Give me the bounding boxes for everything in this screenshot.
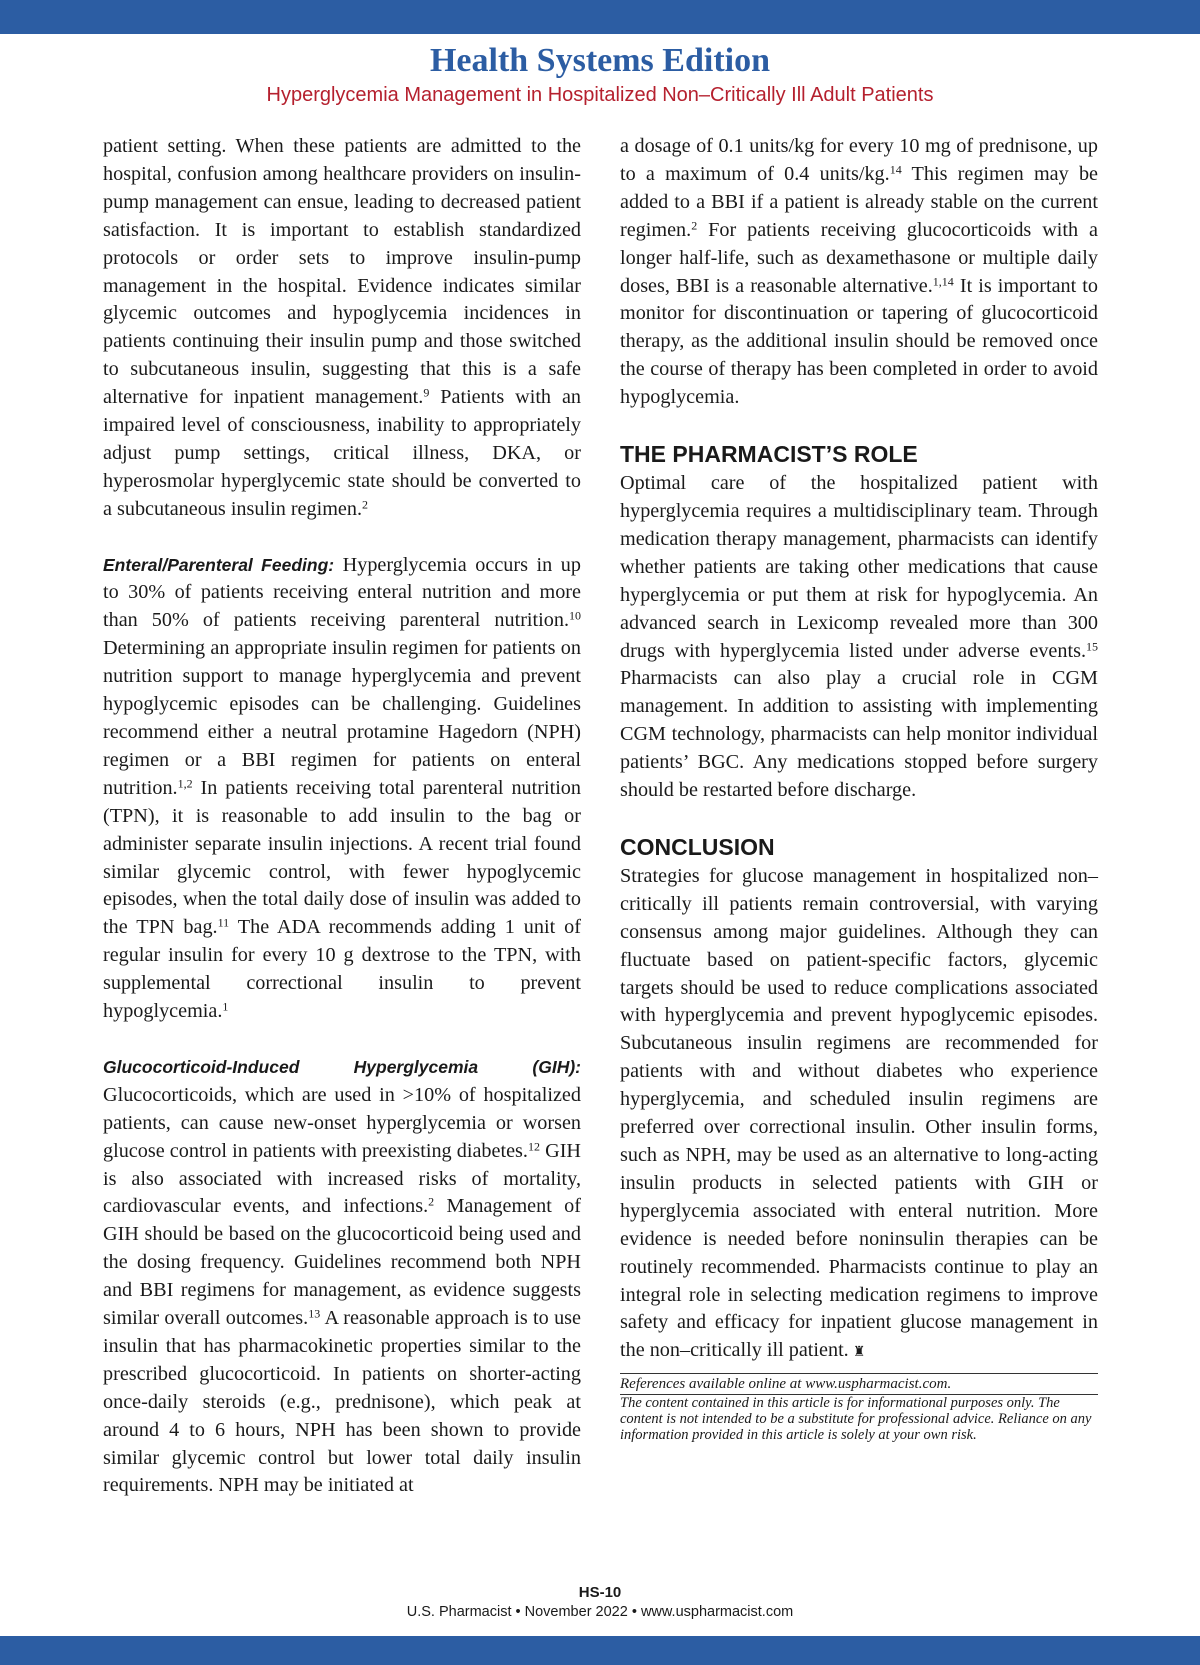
- paragraph-insulin-pump: patient setting. When these patients are admitted to the hospital, confusion among healthcare providers on insulin-pump management can ensue, leading to decreased patient satisfaction. It is important to establish standardized protocols or order sets to improve insulin-pump management in the hospital. Evidence indicates similar glycemic outcomes and hypoglycemia incidences in patients continuing their insulin pump and those switched to subcutaneous insulin, suggesting that this is a safe alternative for inpatient management.$^9$ Patients with an impaired level of consciousness, inability to appropriately adjust pump settings, critical illness, DKA, or hyperosmolar hyperglycemic state should be converted to a subcutaneous insulin regimen.$^2$: [103, 135, 582, 520]
- citation: 2: [691, 218, 698, 233]
- bottom-color-bar: [0, 1636, 1200, 1665]
- citation: 13: [308, 1306, 321, 1321]
- paragraph-pharmacist-role: Optimal care of the hospitalized patient with hyperglycemia requires a multidisciplinary team. Through medication therapy management, pharmacists can identify whether patients are taking other medications that cause hyperglycemia or put them at risk for hypoglycemia. An advanced search in Lexicomp revealed more than 300 drugs with hyperglycemia listed under adverse events.$^{15}$ Pharmacists can also play a crucial role in CGM management. In addition to assisting with implementing CGM technology, pharmacists can help monitor individual patients’ BGC. Any medications stopped before surgery should be restarted before discharge.: [620, 472, 1098, 802]
- citation: 2: [362, 497, 369, 512]
- right-column: [620, 133, 1098, 1443]
- citation: 14: [889, 162, 902, 177]
- citation: 1,2: [177, 776, 193, 791]
- citation: 12: [527, 1139, 540, 1153]
- paragraph-enteral-feeding: Enteral/Parenteral Feeding: Hyperglycemia occurs in up to 30% of patients receiving enteral nutrition and more than 50% of patients receiving parenteral nutrition.$^{10}$ Determining an appropriate insulin regimen for patients on nutrition support to manage hyperglycemia and prevent hypoglycemic episodes can be challenging. Guidelines recommend either a neutral protamine Hagedorn (NPH) regimen or a BBI regimen for patients on enteral nutrition.$^{1,2}$ In patients receiving total parenteral nutrition (TPN), it is reasonable to add insulin to the bag or administer separate insulin injections. A recent trial found similar glycemic control, with fewer hypoglycemic episodes, when the total daily dose of insulin was added to the TPN bag.$^{11}$ The ADA recommends adding 1 unit of regular insulin for every 10 g dextrose to the TPN, with supplemental correctional insulin to prevent hypoglycemia.$^1$: [103, 553, 581, 1023]
- citation: 15: [1086, 638, 1098, 653]
- references-note: References available online at www.uspharmacist.com.: [620, 1376, 952, 1393]
- paragraph-conclusion: Strategies for glucose management in hospitalized non–critically ill patients remain controversial, with varying consensus among major guidelines. Although they can fluctuate based on patient-specific factors, glycemic targets should be used to reduce complications associated with hyperglycemia and prevent hypoglycemic episodes. Subcutaneous insulin regimens are recommended for patients with and without diabetes who experience hyperglycemia, and scheduled insulin regimens are preferred over correctional insulin. Other insulin forms, such as NPH, may be used as an alternative to long-acting insulin products in selected patients with GIH or hyperglycemia associated with enteral nutrition. More evidence is needed before noninsulin therapies can be routinely recommended. Pharmacists continue to play an integral role in selecting medication regimens to improve safety and efficacy for inpatient glucose management in the non–critically ill patient. ♜: [620, 864, 1098, 1362]
- section-heading-pharmacist-role: THE PHARMACIST’S ROLE: [620, 441, 918, 468]
- disclaimer-text: The content contained in this article is for informational purposes only. The content is not intended to be a substitute for professional advice. Reliance on any information provided in this article is solely at your own risk.: [620, 1395, 1092, 1444]
- section-heading-conclusion: CONCLUSION: [620, 833, 775, 860]
- paragraph-gih: Glucocorticoid-Induced Hyperglycemia (GIH): Glucocorticoids, which are used in >10% of hospitalized patients, can cause new-onset hyperglycemia or worsen glucose control in patients with preexisting diabetes.$^{12}$ GIH is also associated with increased risks of mortality, cardiovascular events, and infections.$^2$ Management of GIH should be based on the glucocorticoid being used and the dosing frequency. Guidelines recommend both NPH and BBI regimens for management, as evidence suggests similar overall outcomes.$^{13}$ A reasonable approach is to use insulin that has pharmacokinetic properties similar to the prescribed glucocorticoid. In patients on shorter-acting once-daily steroids (e.g., prednisone), which peak at around 4 to 6 hours, NPH has been shown to provide similar glycemic control but lower total daily insulin requirements. NPH may be initiated at: [103, 1056, 581, 1497]
- citation: 11: [217, 915, 230, 930]
- article-subtitle: Hyperglycemia Management in Hospitalized Non–Critically Ill Adult Patients: [266, 84, 934, 106]
- end-of-article-icon: ♜: [852, 1344, 866, 1361]
- run-in-heading-gih: Glucocorticoid-Induced Hyperglycemia (GIH):: [103, 1056, 581, 1077]
- run-in-heading-enteral: Enteral/Parenteral Feeding:: [103, 554, 335, 575]
- top-color-bar: [0, 0, 1200, 34]
- footer-line: U.S. Pharmacist • November 2022 • www.uspharmacist.com: [406, 1604, 794, 1620]
- citation: 2: [428, 1194, 435, 1209]
- citation: 1: [222, 999, 229, 1014]
- page-number: HS-10: [578, 1584, 622, 1601]
- paragraph-gih-continued: a dosage of 0.1 units/kg for every 10 mg of prednisone, up to a maximum of 0.4 units/kg.$^{14}$ This regimen may be added to a BBI if a patient is already stable on the current regimen.$^2$ For patients receiving glucocorticoids with a longer half-life, such as dexamethasone or multiple daily doses, BBI is a reasonable alternative.$^{1,14}$ It is important to monitor for discontinuation or tapering of glucocorticoid therapy, as the additional insulin should be removed once the course of therapy has been completed in order to avoid hypoglycemia.: [620, 135, 1098, 409]
- citation: 10: [569, 608, 581, 623]
- citation: 9: [423, 385, 430, 400]
- edition-title: Health Systems Edition: [429, 42, 771, 79]
- citation: 1,14: [932, 273, 954, 288]
- left-column: [103, 133, 581, 1500]
